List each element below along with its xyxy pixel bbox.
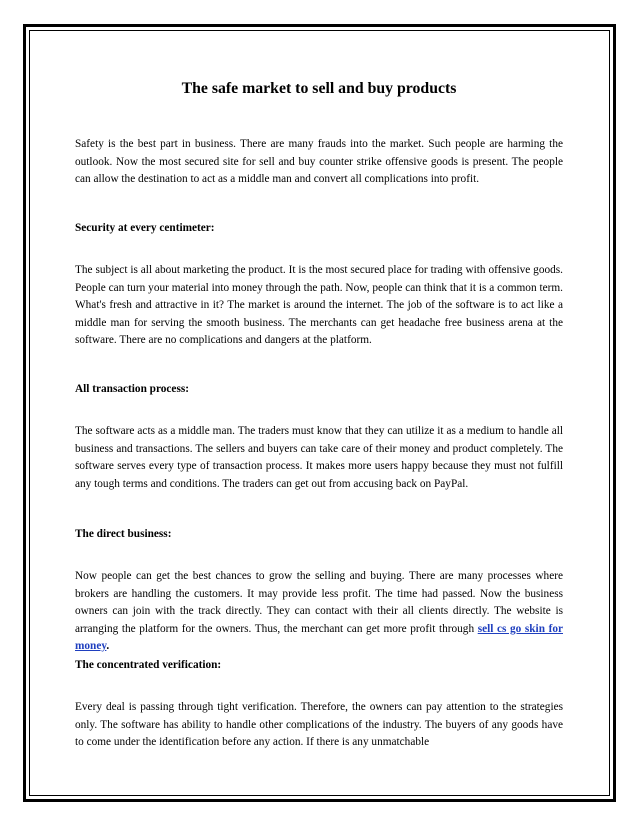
sell-cs-go-skin-link[interactable]: sell cs go skin for money <box>75 622 563 653</box>
section-heading-direct-business: The direct business: <box>75 528 172 540</box>
section-body-transactions: The software acts as a middle man. The traders must know that they can utilize it as a medium to handle all business and transactions. The sellers and buyers can take care of their money and product completely. The software serves every type of transaction process. It makes more users happy because they must not fulfill any tough terms and conditions. The traders can get out from accusing back on PayPal. <box>75 425 563 490</box>
section-body-direct-business <box>75 568 563 656</box>
section-heading-transactions: All transaction process: <box>75 383 190 395</box>
section-body-security: The subject is all about marketing the product. It is the most secured place for trading with offensive goods. People can turn your material into money through the path. Now, people can think that it is a common term. What's fresh and attractive in it? The market is around the internet. The job of the software is to act like a middle man for serving the smooth business. The merchants can get headache free business arena at the software. There are no complications and dangers at the platform. <box>75 264 563 347</box>
intro-paragraph: Safety is the best part in business. There are many frauds into the market. Such people are harming the outlook. Now the most secured site for sell and buy counter strike offensive goods is present. The people can allow the destination to act as a middle man and convert all complications into profit. <box>75 138 563 186</box>
document-title: The safe market to sell and buy products <box>181 80 457 97</box>
section-heading-security: Security at every centimeter: <box>75 222 215 234</box>
section-body-period: . <box>106 640 110 653</box>
section-body-verification: Every deal is passing through tight verification. Therefore, the owners can pay attention to the strategies only. The software has ability to handle other complications of the industry. The buyers of any goods have to come under the identification before any action. If there is any unmatchable <box>75 701 563 749</box>
section-heading-verification: The concentrated verification: <box>75 659 222 671</box>
section-body-direct-business-text: Now people can get the best chances to grow the selling and buying. There are many processes where brokers are handling the customers. It may provide less profit. The time had passed. Now the business owners can join with the track directly. They can contact with their all clients directly. The website is arranging the platform for the owners. Thus, the merchant can get more profit through <box>75 570 563 635</box>
